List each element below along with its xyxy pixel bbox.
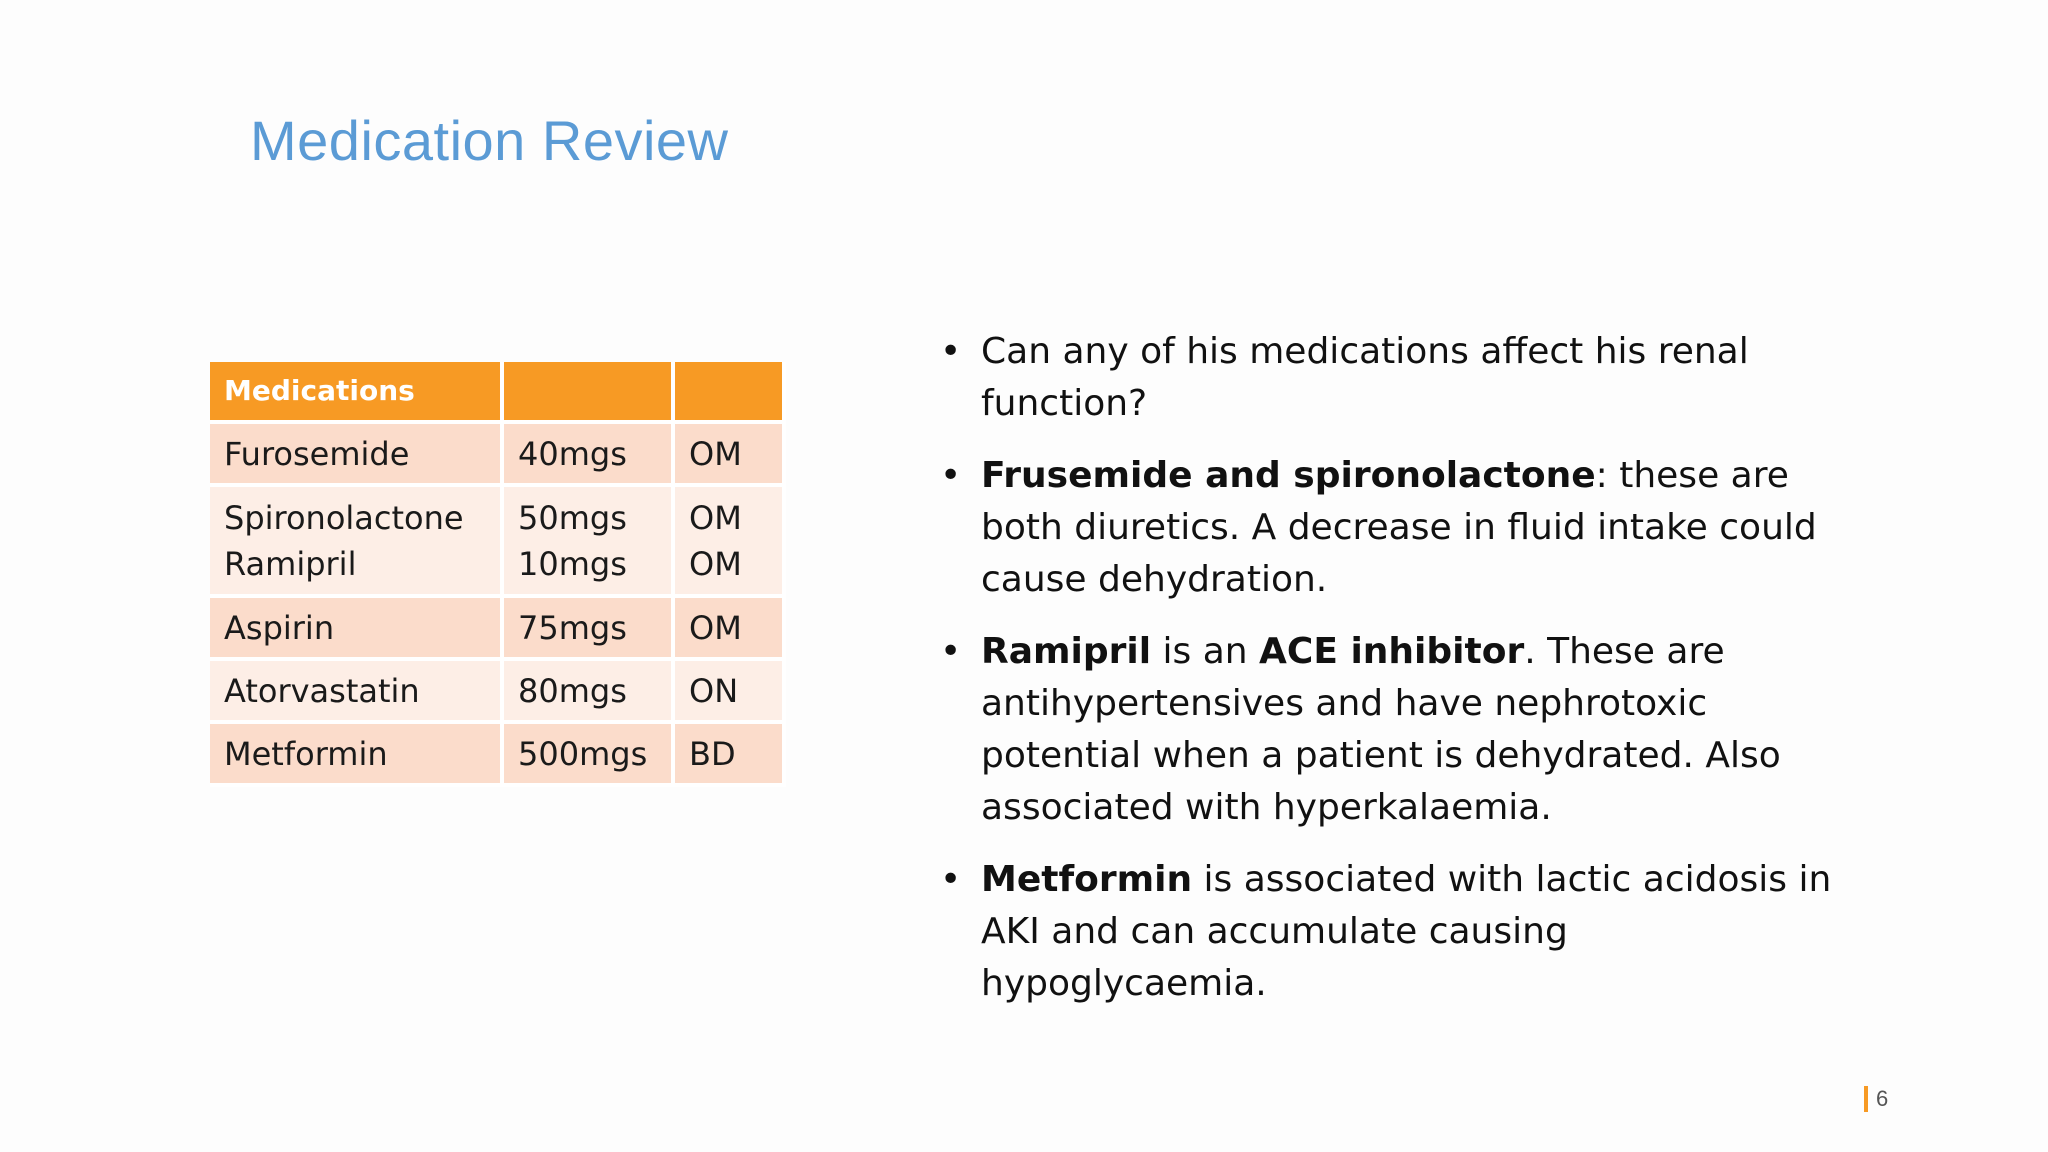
medication-dose-cell xyxy=(504,487,675,598)
table-header-row xyxy=(210,362,786,424)
slide-title: Medication Review xyxy=(250,109,729,172)
page-number-text: 6 xyxy=(1876,1086,1889,1111)
header-medications: Medications xyxy=(210,362,504,424)
medication-dose: 500mgs xyxy=(504,724,675,787)
bullet-bold: ACE inhibitor xyxy=(1259,631,1525,672)
medication-dose: 75mgs xyxy=(504,598,675,661)
bullet-item xyxy=(940,854,1840,1010)
bullet-bold: Ramipril xyxy=(981,631,1152,672)
bullet-text: . These are antihypertensives and have nephrotoxic potential when a patient is dehydrated. Also associated with hyperkalaemia. xyxy=(981,631,1781,828)
medication-name: Ramipril xyxy=(224,544,357,583)
medication-name: Spironolactone xyxy=(224,498,464,537)
bullet-dot-icon: • xyxy=(940,455,962,496)
medication-frequency: OM xyxy=(675,598,786,661)
header-dose xyxy=(504,362,675,424)
page-number-accent-bar xyxy=(1864,1086,1868,1112)
bullet-list xyxy=(940,326,1840,1030)
bullet-dot-icon: • xyxy=(940,631,962,672)
medication-dose: 10mgs xyxy=(518,544,627,583)
bullet-item xyxy=(940,326,1840,430)
bullet-bold: Metformin xyxy=(981,859,1193,900)
medication-name: Furosemide xyxy=(210,424,504,487)
table-row xyxy=(210,661,786,724)
bullet-item xyxy=(940,626,1840,834)
page-number xyxy=(1864,1086,1888,1112)
table-row xyxy=(210,424,786,487)
table-row xyxy=(210,724,786,787)
table-row xyxy=(210,598,786,661)
medications-table xyxy=(210,362,786,787)
bullet-item xyxy=(940,450,1840,606)
medication-frequency: OM xyxy=(675,424,786,487)
header-frequency xyxy=(675,362,786,424)
medication-dose: 40mgs xyxy=(504,424,675,487)
medication-dose: 50mgs xyxy=(518,498,627,537)
bullet-text: : these are both diuretics. A decrease in fluid intake could cause dehydration. xyxy=(981,455,1817,600)
medication-frequency: ON xyxy=(675,661,786,724)
bullet-dot-icon: • xyxy=(940,331,962,372)
table-row xyxy=(210,487,786,598)
bullet-dot-icon: • xyxy=(940,859,962,900)
medication-frequency: BD xyxy=(675,724,786,787)
medication-frequency: OM xyxy=(689,498,742,537)
medication-frequency-cell xyxy=(675,487,786,598)
bullet-text: is an xyxy=(1151,631,1260,672)
medication-name: Aspirin xyxy=(210,598,504,661)
medication-name-cell xyxy=(210,487,504,598)
bullet-bold: Frusemide and spironolactone xyxy=(981,455,1596,496)
medication-frequency: OM xyxy=(689,544,742,583)
medication-name: Metformin xyxy=(210,724,504,787)
medication-name: Atorvastatin xyxy=(210,661,504,724)
bullet-text: Can any of his medications affect his renal function? xyxy=(981,331,1749,424)
bullet-text: is associated with lactic acidosis in AKI and can accumulate causing hypoglycaemia. xyxy=(981,859,1832,1004)
medication-dose: 80mgs xyxy=(504,661,675,724)
